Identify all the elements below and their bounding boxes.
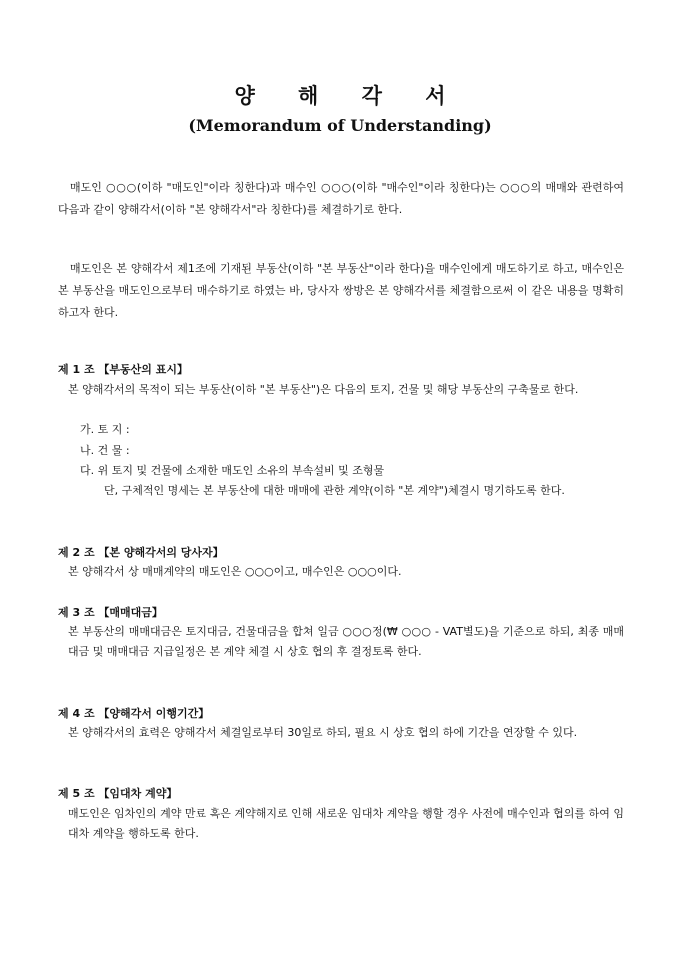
article-1-item: 가. 토 지 : xyxy=(80,423,130,436)
title-char: 서 xyxy=(425,83,446,108)
document-subtitle: (Memorandum of Understanding) xyxy=(188,116,492,135)
article-1-note: 단, 구체적인 명세는 본 부동산에 대한 매매에 관한 계약(이하 "본 계약")체결시 명기하도록 한다. xyxy=(104,484,565,497)
intro-paragraph: 매도인 ○○○(이하 "매도인"이라 칭한다)과 매수인 ○○○(이하 "매수인"이라 칭한다)는 ○○○의 매매와 관련하여 다음과 같이 양해각서(이하 "본 양해각서"라 칭한다)를 체결하기로 한다. xyxy=(58,181,624,216)
article-4-body: 본 양해각서의 효력은 양해각서 체결일로부터 30일로 하되, 필요 시 상호 협의 하에 기간을 연장할 수 있다. xyxy=(68,726,578,739)
article-5-body: 매도인은 임차인의 계약 만료 혹은 계약해지로 인해 새로운 임대차 계약을 행할 경우 사전에 매수인과 협의를 하여 임대차 계약을 행하도록 한다. xyxy=(68,807,624,840)
article-4-title: 제 4 조 【양해각서 이행기간】 xyxy=(58,707,210,720)
document-title xyxy=(0,80,680,110)
intro-paragraph: 매도인은 본 양해각서 제1조에 기재된 부동산(이하 "본 부동산"이라 한다)을 매수인에게 매도하기로 하고, 매수인은 본 부동산을 매도인으로부터 매수하기로 하였는 바, 당사자 쌍방은 본 양해각서를 체결함으로써 이 같은 내용을 명확히 하고자 한다. xyxy=(58,262,624,319)
article-1-title: 제 1 조 【부동산의 표시】 xyxy=(58,363,188,376)
article-2-body: 본 양해각서 상 매매계약의 매도인은 ○○○이고, 매수인은 ○○○이다. xyxy=(68,565,402,578)
article-3-body: 본 부동산의 매매대금은 토지대금, 건물대금을 합쳐 일금 ○○○정(₩ ○○○ - VAT별도)을 기준으로 하되, 최종 매매대금 및 매매대금 지급일정은 본 계약 체결 시 상호 협의 후 결정토록 한다. xyxy=(68,625,624,658)
article-1-item: 다. 위 토지 및 건물에 소재한 매도인 소유의 부속설비 및 조형물 xyxy=(80,464,385,477)
article-2-title: 제 2 조 【본 양해각서의 당사자】 xyxy=(58,546,224,559)
title-char: 양 xyxy=(234,83,255,108)
article-1-item: 나. 건 물 : xyxy=(80,444,130,457)
article-5-title: 제 5 조 【임대차 계약】 xyxy=(58,787,178,800)
article-3-title: 제 3 조 【매매대금】 xyxy=(58,606,163,619)
title-char: 각 xyxy=(361,83,382,108)
article-1-body: 본 양해각서의 목적이 되는 부동산(이하 "본 부동산")은 다음의 토지, 건물 및 해당 부동산의 구축물로 한다. xyxy=(68,383,579,396)
title-char: 해 xyxy=(298,83,319,108)
